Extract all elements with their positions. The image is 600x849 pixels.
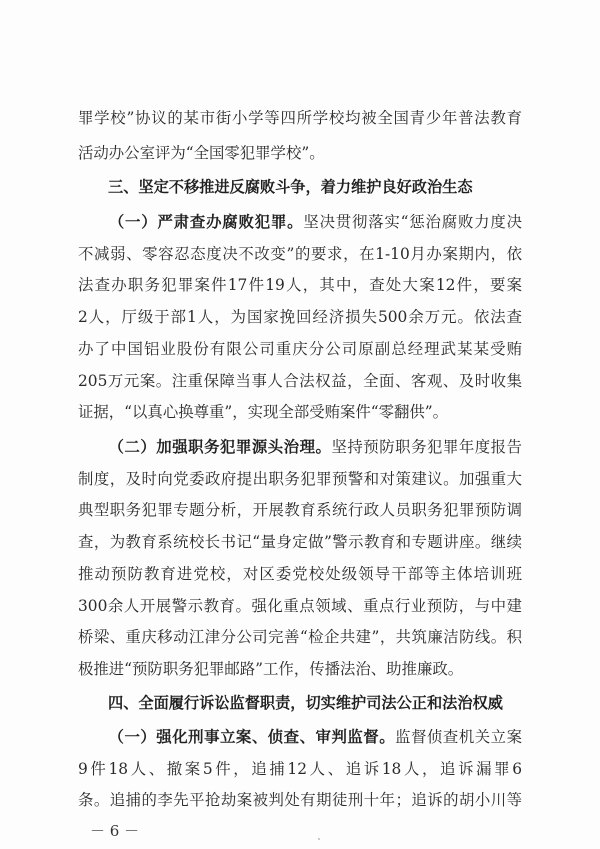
body-line: 极推进“预防职务犯罪邮路”工作，传播法治、助推廉政。 (78, 660, 464, 678)
section-heading: 三、坚定不移推进反腐败斗争，着力维护良好政治生态 (108, 178, 473, 196)
paragraph-first-line (78, 437, 522, 457)
scan-speck (318, 838, 320, 840)
body-line: 制度，及时向党委政府提出职务犯罪预警和对策建议。加强重大 (78, 470, 522, 488)
body-line: 查，为教育系统校长书记“量身定做”警示教育和专题讲座。继续 (78, 533, 522, 551)
paragraph-label: （一）严肃查办腐败犯罪。 (108, 213, 304, 231)
body-line: 2人，厅级于部1人，为国家挽回经济损失500余万元。依法查 (78, 308, 522, 326)
body-line: 205万元案。注重保障当事人合法权益，全面、客观、及时收集 (78, 372, 522, 390)
body-line: 法查办职务犯罪案件17件19人，其中，查处大案12件，要案 (78, 276, 522, 294)
paragraph-text: 坚持预防职务犯罪年度报告 (331, 438, 522, 456)
body-line: 条。追捕的李先平抢劫案被判处有期徒刑十年；追诉的胡小川等 (78, 791, 522, 809)
body-line: 推动预防教育进党校，对区委党校处级领导干部等主体培训班 (78, 565, 522, 583)
body-line: 办了中国铝业股份有限公司重庆分公司原副总经理武某某受贿 (78, 340, 522, 358)
body-line: 不减弱、零容忍态度决不改变”的要求，在1-10月办案期内，依 (78, 245, 522, 263)
body-line: 典型职务犯罪专题分析，开展教育系统行政人员职务犯罪预防调 (78, 501, 522, 519)
paragraph-text: 坚决贯彻落实“惩治腐败力度决 (303, 213, 522, 231)
body-line: 9件18人、撤案5件，追捕12人、追诉18人，追诉漏罪6 (78, 760, 522, 778)
paragraph-first-line (78, 212, 522, 232)
paragraph-label: （一）强化刑事立案、侦查、审判监督。 (108, 728, 396, 746)
body-line: 活动办公室评为“全国零犯罪学校”。 (78, 144, 325, 162)
paragraph-label: （二）加强职务犯罪源头治理。 (108, 438, 332, 456)
paragraph-text: 监督侦查机关立案 (395, 728, 522, 746)
section-heading: 四、全面履行诉讼监督职责，切实维护司法公正和法治权威 (108, 694, 503, 712)
paragraph-first-line (78, 727, 522, 747)
body-line: 300余人开展警示教育。强化重点领域、重点行业预防，与中建 (78, 597, 522, 615)
body-line: 桥梁、重庆移动江津分公司完善“检企共建”，共筑廉洁防线。积 (78, 628, 522, 646)
body-line: 证据，“以真心换尊重”，实现全部受贿案件“零翻供”。 (78, 403, 449, 421)
page-number: － 6 － (90, 822, 140, 840)
body-line: 罪学校”协议的某市街小学等四所学校均被全国青少年普法教育 (78, 109, 522, 127)
